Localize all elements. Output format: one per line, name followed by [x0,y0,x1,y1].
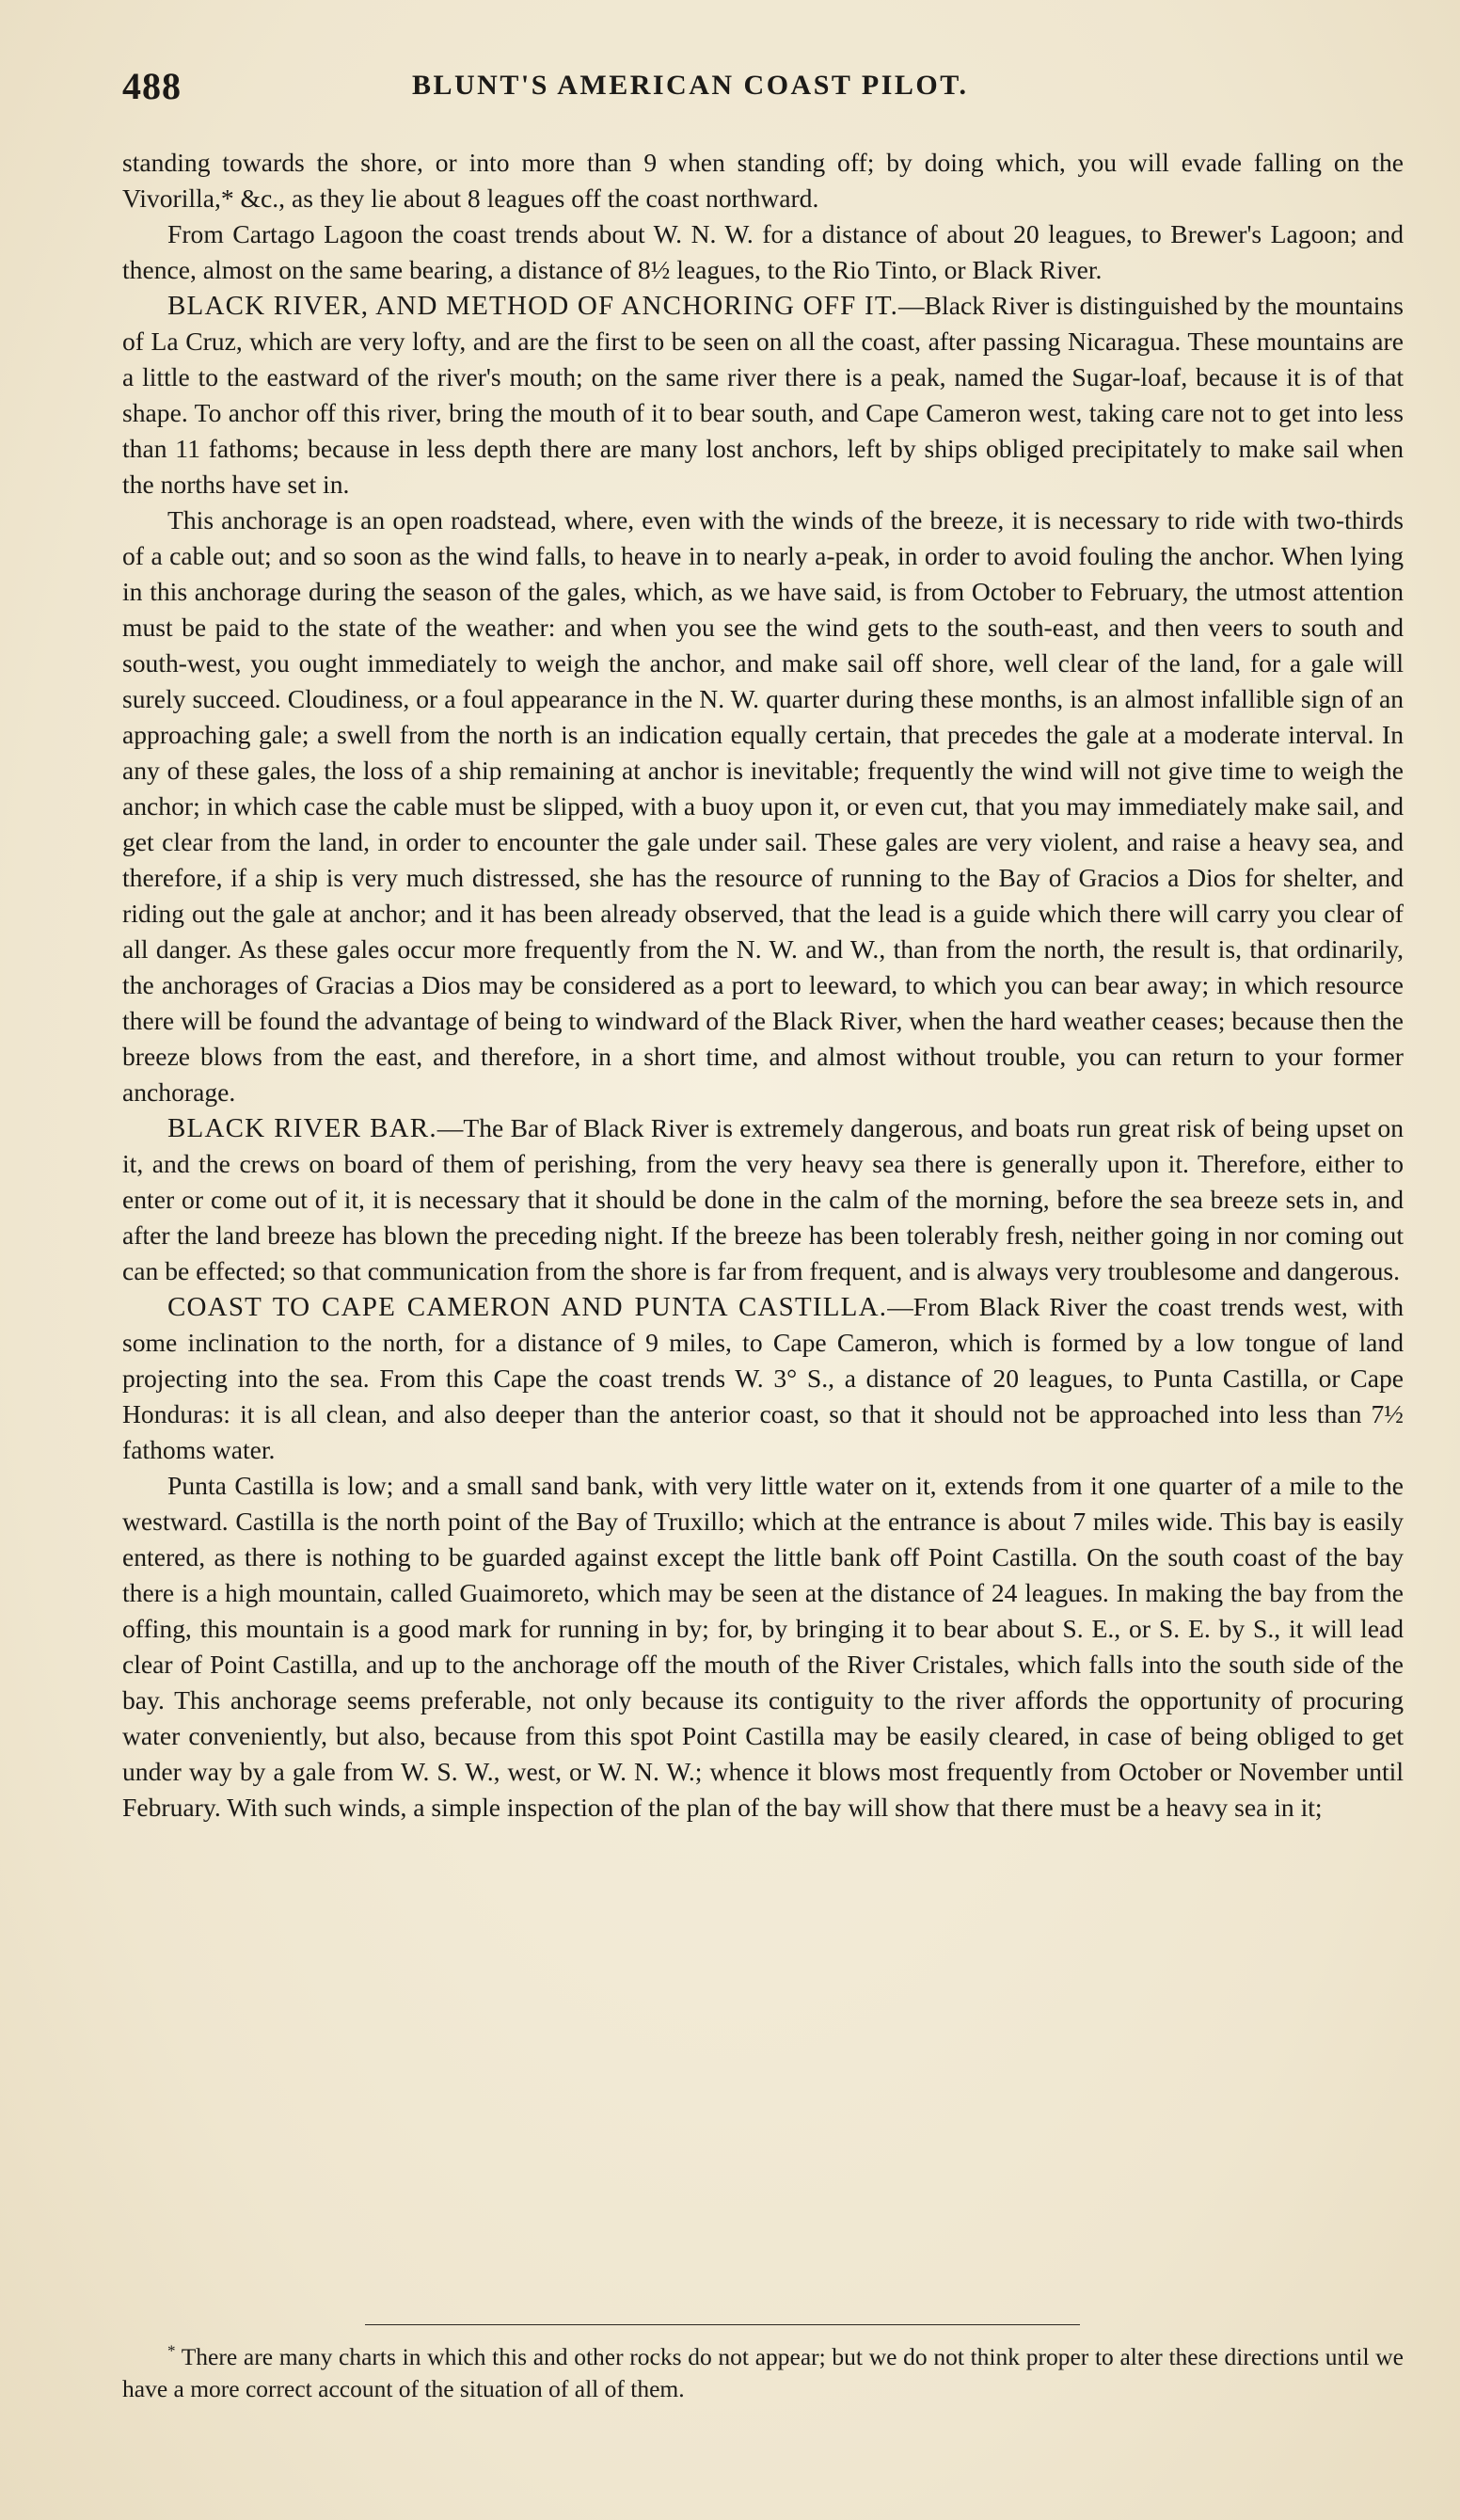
footnote-divider [365,2324,1080,2325]
paragraph-text: —The Bar of Black River is extremely dangerous, and boats run great risk of being upset on it, and the crews on board of them of perishing, from the very heavy sea there is generally upon it. Therefore, either to enter or come out of it, it is necessary that it should be done in the calm of the morning, before the sea breeze sets in, and after the land breeze has blown the preceding night. If the breeze has been tolerably fresh, neither going in nor coming out can be effected; so that communication from the shore is far from frequent, and is always very troublesome and dangerous. [122,1113,1404,1285]
paragraph-text: —Black River is distinguished by the mountains of La Cruz, which are very lofty, and are the first to be seen on all the coast, after passing Nicaragua. These mountains are a little to the eastward of the river's mouth; on the same river there is a peak, named the Sugar-loaf, because it is of that shape. To anchor off this river, bring the mouth of it to bear south, and Cape Cameron west, taking care not to get into less than 11 fathoms; because in less depth there are many lost anchors, left by ships obliged precipitately to make sail when the norths have set in. [122,291,1404,499]
paragraph [122,145,1404,216]
page-number: 488 [122,65,182,107]
paragraph [122,1289,1404,1468]
section-heading: BLACK RIVER BAR. [167,1113,437,1143]
running-title: BLUNT'S AMERICAN COAST PILOT. [412,70,969,101]
section-heading: COAST TO CAPE CAMERON AND PUNTA CASTILLA. [167,1292,888,1322]
footnote [122,2341,1404,2405]
paragraph-text: This anchorage is an open roadstead, where, even with the winds of the breeze, it is necessary to ride with two-thirds of a cable out; and so soon as the wind falls, to heave in to nearly a-peak, in order to avoid fouling the anchor. When lying in this anchorage during the season of the gales, which, as we have said, is from October to February, the utmost attention must be paid to the state of the weather: and when you see the wind gets to the south-east, and then veers to south and south-west, you ought immediately to weigh the anchor, and make sail off shore, well clear of the land, for a gale will surely succeed. Cloudiness, or a foul appearance in the N. W. quarter during these months, is an almost infallible sign of an approaching gale; a swell from the north is an indication equally certain, that precedes the gale at a moderate interval. In any of these gales, the loss of a ship remaining at anchor is inevitable; frequently the wind will not give time to weigh the anchor; in which case the cable must be slipped, with a buoy upon it, or even cut, that you may immediately make sail, and get clear from the land, in order to encounter the gale under sail. These gales are very violent, and raise a heavy sea, and therefore, if a ship is very much distressed, she has the resource of running to the Bay of Gracios a Dios for shelter, and riding out the gale at anchor; and it has been already observed, that the lead is a guide which there will carry you clear of all danger. As these gales occur more frequently from the N. W. and W., than from the north, the result is, that ordinarily, the anchorages of Gracias a Dios may be considered as a port to leeward, to which you can bear away; in which resource there will be found the advantage of being to windward of the Black River, when the hard weather ceases; because then the breeze blows from the east, and therefore, in a short time, and almost without trouble, you can return to your former anchorage. [122,505,1404,1107]
paragraph-text: Punta Castilla is low; and a small sand bank, with very little water on it, extends from it one quarter of a mile to the westward. Castilla is the north point of the Bay of Truxillo; which at the entrance is about 7 miles wide. This bay is easily entered, as there is nothing to be guarded against except the little bank off Point Castilla. On the south coast of the bay there is a high mountain, called Guaimoreto, which may be seen at the distance of 24 leagues. In making the bay from the offing, this mountain is a good mark for running in by; for, by bringing it to bear about S. E., or S. E. by S., it will lead clear of Point Castilla, and up to the anchorage off the mouth of the River Cristales, which falls into the south side of the bay. This anchorage seems preferable, not only because its contiguity to the river affords the opportunity of procuring water conveniently, but also, because from this spot Point Castilla may be easily cleared, in case of being obliged to get under way by a gale from W. S. W., west, or W. N. W.; whence it blows most frequently from October or November until February. With such winds, a simple inspection of the plan of the bay will show that there must be a heavy sea in it; [122,1471,1404,1822]
body-text [122,145,1404,1826]
paragraph [122,502,1404,1110]
footnote-text: There are many charts in which this and other rocks do not appear; but we do not think proper to alter these directions until we have a more correct account of the situation of all of them. [122,2343,1404,2402]
paragraph [122,216,1404,288]
section-heading: BLACK RIVER, AND METHOD OF ANCHORING OFF IT. [167,291,899,321]
paragraph-text: —From Black River the coast trends west, with some inclination to the north, for a distance of 9 miles, to Cape Cameron, which is formed by a low tongue of land projecting into the sea. From this Cape the coast trends W. 3° S., a distance of 20 leagues, to Punta Castilla, or Cape Honduras: it is all clean, and also deeper than the anterior coast, so that it should not be approached into less than 7½ fathoms water. [122,1292,1404,1464]
footnote-marker: * [167,2341,176,2360]
page-header [122,64,1402,120]
paragraph-text: standing towards the shore, or into more than 9 when standing off; by doing which, you will evade falling on the Vivorilla,* &c., as they lie about 8 leagues off the coast northward. [122,148,1404,213]
paragraph [122,1468,1404,1826]
paragraph [122,1110,1404,1289]
paragraph-text: From Cartago Lagoon the coast trends about W. N. W. for a distance of about 20 leagues, to Brewer's Lagoon; and thence, almost on the same bearing, a distance of 8½ leagues, to the Rio Tinto, or Black River. [122,219,1404,284]
paragraph [122,288,1404,502]
